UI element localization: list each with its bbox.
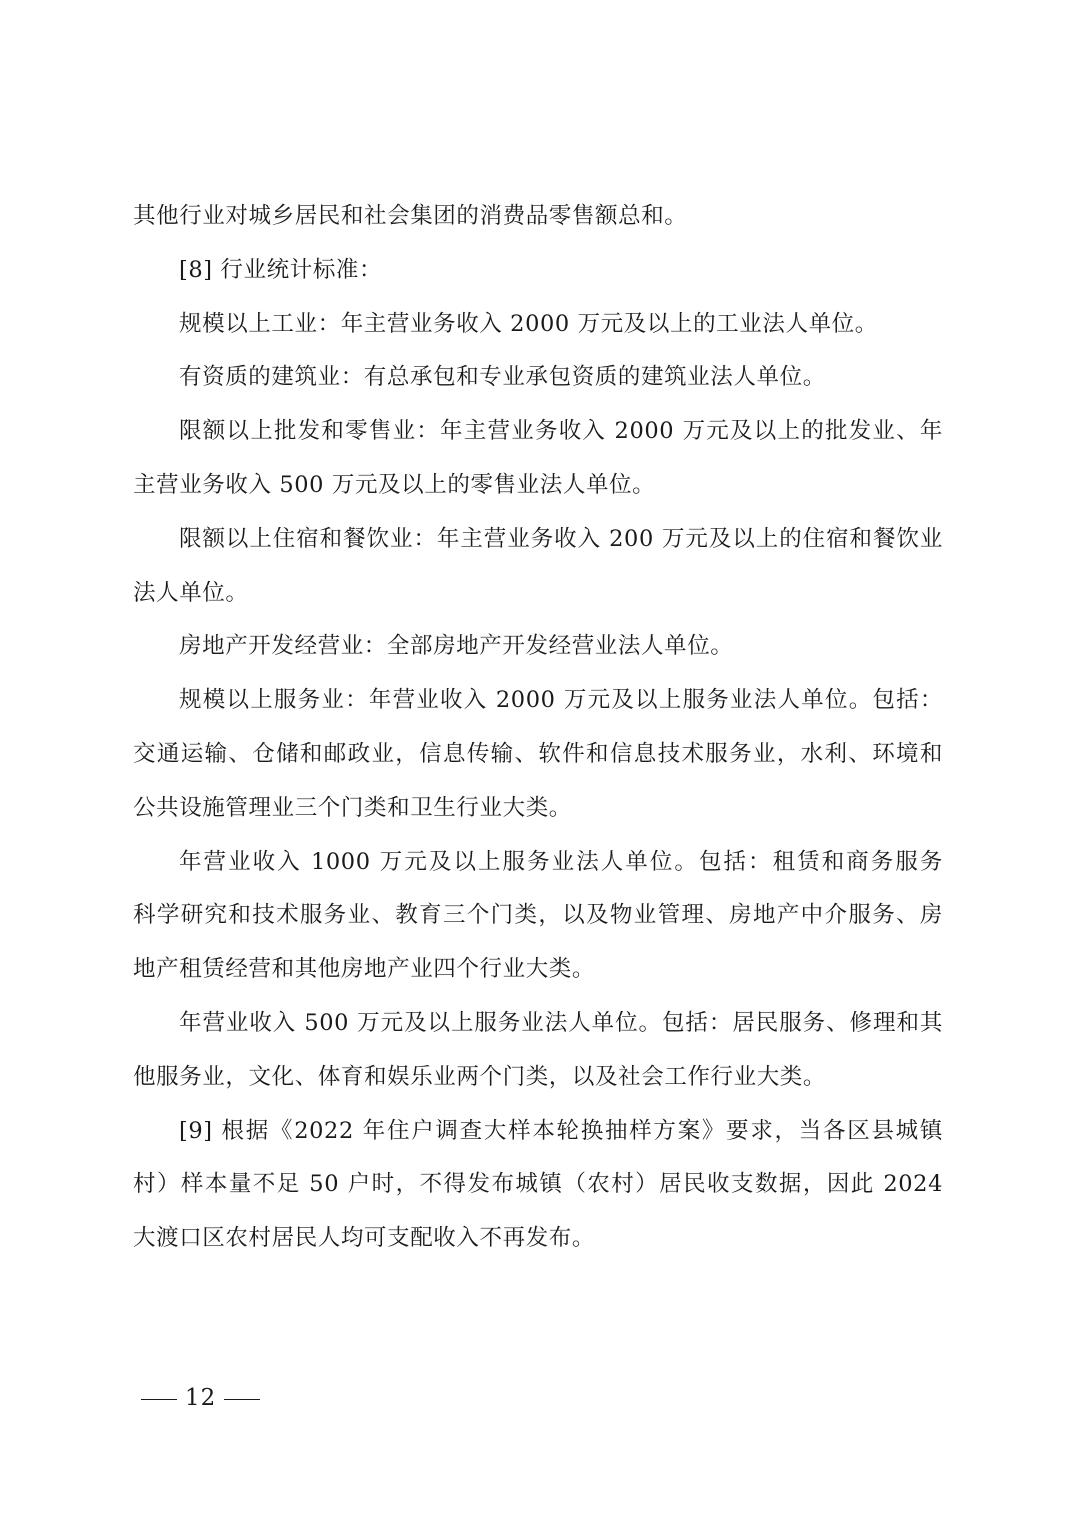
text-line: 大渡口区农村居民人均可支配收入不再发布。 <box>133 1225 596 1252</box>
text-line: 规模以上工业：年主营业务收入 2000 万元及以上的工业法人单位。 <box>179 310 878 337</box>
page-number: 12 <box>185 1385 217 1411</box>
text-line: 交通运输、仓储和邮政业，信息传输、软件和信息技术服务业，水利、环境和 <box>133 740 943 767</box>
page-number-footer <box>133 1378 268 1418</box>
dash-left <box>141 1399 177 1400</box>
text-line: 其他行业对城乡居民和社会集团的消费品零售额总和。 <box>133 203 688 229</box>
note-8-heading: [8] 行业统计标准： <box>179 256 383 283</box>
text-line: 地产租赁经营和其他房地产业四个行业大类。 <box>133 956 596 983</box>
text-line: 年营业收入 1000 万元及以上服务业法人单位。包括：租赁和商务服务 <box>179 848 943 875</box>
text-line: 年营业收入 500 万元及以上服务业法人单位。包括：居民服务、修理和其 <box>179 1009 943 1036</box>
text-line: 限额以上批发和零售业：年主营业务收入 2000 万元及以上的批发业、年 <box>179 418 943 445</box>
text-line: 法人单位。 <box>133 579 249 606</box>
body-text <box>133 190 943 1266</box>
text-line: 科学研究和技术服务业、教育三个门类，以及物业管理、房地产中介服务、房 <box>133 902 943 929</box>
note-9-text: [9] 根据《2022 年住户调查大样本轮换抽样方案》要求，当各区县城镇 <box>179 1117 943 1144</box>
text-line: 主营业务收入 500 万元及以上的零售业法人单位。 <box>133 471 656 498</box>
text-line: 规模以上服务业：年营业收入 2000 万元及以上服务业法人单位。包括： <box>179 687 943 714</box>
text-line: 村）样本量不足 50 户时，不得发布城镇（农村）居民收支数据，因此 2024 <box>133 1171 943 1198</box>
text-line: 房地产开发经营业：全部房地产开发经营业法人单位。 <box>179 633 734 660</box>
text-line: 限额以上住宿和餐饮业：年主营业务收入 200 万元及以上的住宿和餐饮业 <box>179 525 943 552</box>
text-line: 有资质的建筑业：有总承包和专业承包资质的建筑业法人单位。 <box>179 364 826 391</box>
dash-right <box>224 1399 260 1400</box>
text-line: 他服务业，文化、体育和娱乐业两个门类，以及社会工作行业大类。 <box>133 1063 827 1090</box>
text-line: 公共设施管理业三个门类和卫生行业大类。 <box>133 794 572 821</box>
